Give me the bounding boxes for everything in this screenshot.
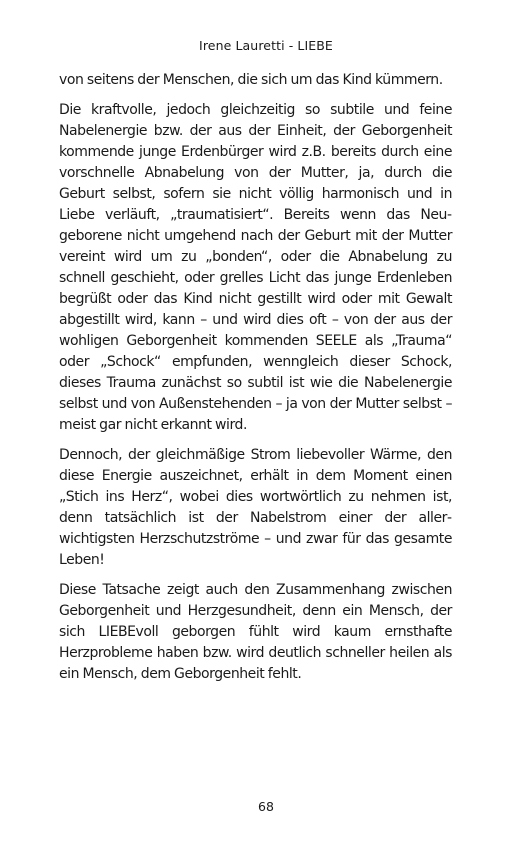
running-header: Irene Lauretti - LIEBE: [199, 38, 333, 53]
paragraph-1: von seitens der Menschen, die sich um das Kind kümmern.: [59, 72, 443, 88]
page-number: 68: [258, 799, 274, 814]
paragraph-2: Die kraftvolle, jedoch gleichzeitig so subtile und feine Nabelenergie bzw. der aus der Einheit, der Geborgenheit kommende junge Erdenbürger wird z.B. bereits durch eine vorschnelle Abnabelung von der Mutter, ja, durch die Geburt selbst, sofern sie nicht völlig harmonisch und in Liebe verläuft, „traumatisiert“. Bereits wenn das Neugeborene nicht umgehend nach der Geburt mit der Mutter vereint wird um zu „bonden“, oder die Abnabelung zu schnell geschieht, oder grelles Licht das junge Erdenleben begrüßt oder das Kind nicht gestillt wird oder mit Gewalt abgestillt wird, kann – und wird dies oft – von der aus der wohligen Geborgenheit kommenden SEELE als „Trauma“ oder „Schock“ empfunden, wenngleich dieser Schock, dieses Trauma zunächst so subtil ist wie die Nabelenergie selbst und von Außenstehenden – ja von der Mutter selbst – meist gar nicht erkannt wird.: [59, 102, 452, 433]
paragraph-4: Diese Tatsache zeigt auch den Zusammenhang zwischen Geborgenheit und Herzgesundheit, denn ein Mensch, der sich LIEBEvoll geborgen fühlt wird kaum ernsthafte Herzprobleme haben bzw. wird deutlich schneller heilen als ein Mensch, dem Geborgenheit fehlt.: [59, 582, 452, 682]
paragraph-3: Dennoch, der gleichmäßige Strom liebevoller Wärme, den diese Energie auszeichnet, erhält in dem Moment einen „Stich ins Herz“, wobei dies wortwörtlich zu nehmen ist, denn tatsächlich ist der Nabelstrom einer der allerwichtigsten Herzschutzströme – und zwar für das gesamte Leben!: [59, 447, 452, 568]
body-text: [59, 70, 452, 694]
